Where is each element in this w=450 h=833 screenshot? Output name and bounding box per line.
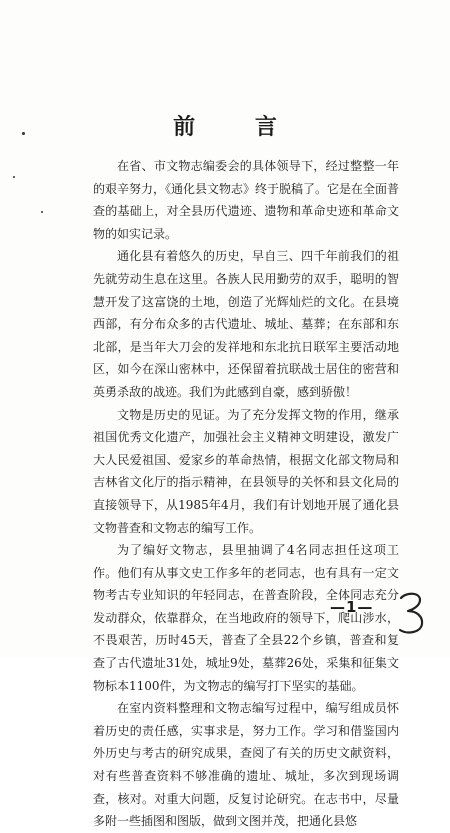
scan-speck <box>41 211 43 213</box>
page-number: —1— <box>330 598 374 616</box>
body-text <box>93 155 399 833</box>
scan-speck <box>13 176 15 178</box>
paragraph: 文物是历史的见证。为了充分发挥文物的作用，继承祖国优秀文化遗产，加强社会主义精神文明建设，激发广大人民爱祖国、爱家乡的革命热情，根据文化部文物局和吉林省文化厅的指示精神，在县领导的关怀和县文化局的直接领导下，从1985年4月，我们有计划地开展了通化县文物普查和文物志的编写工作。 <box>93 407 399 535</box>
paragraph: 在省、市文物志编委会的具体领导下，经过整整一年的艰辛努力，《通化县文物志》终于脱稿了。它是在全面普查的基础上，对全县历代遗迹、遗物和革命史迹和革命文物的如实记录。 <box>93 159 400 241</box>
paragraph: 为了编好文物志，县里抽调了4名同志担任这项工作。他们有从事文史工作多年的老同志，也有具有一定文物考古专业知识的年轻同志，在普查阶段，全体同志充分发动群众，依靠群众，在当地政府的领导下，爬山涉水，不畏艰苦，历时45天，普查了全县22个乡镇，普查和复查了古代遗址31处，城址9处，墓葬26处，采集和征集文物标本1100件，为文物志的编写打下坚实的基础。 <box>93 543 399 693</box>
page-title: 前 言 <box>173 114 303 140</box>
handwritten-mark <box>396 590 426 636</box>
paragraph: 通化县有着悠久的历史，早自三、四千年前我们的祖先就劳动生息在这里。各族人民用勤劳的双手，聪明的智慧开发了这富饶的土地，创造了光辉灿烂的文化。在县境西部，有分布众多的古代遗址、城址、墓葬；在东部和东北部，是当年大刀会的发祥地和东北抗日联军主要活动地区，如今在深山密林中，还保留着抗联战士居住的密营和英勇杀敌的战迹。我们为此感到自豪，感到骄傲！ <box>93 249 399 399</box>
paragraph: 在室内资料整理和文物志编写过程中，编写组成员怀着历史的责任感，实事求是，努力工作。学习和借鉴国内外历史与考古的研究成果，查阅了有关的历史文献资料，对有些普查资料不够准确的遗址、城址，多次到现场调查，核对。对重大问题，反复讨论研究。在志书中，尽量多附一些插图和图版，做到文图并茂，把通化县悠 <box>93 701 399 829</box>
